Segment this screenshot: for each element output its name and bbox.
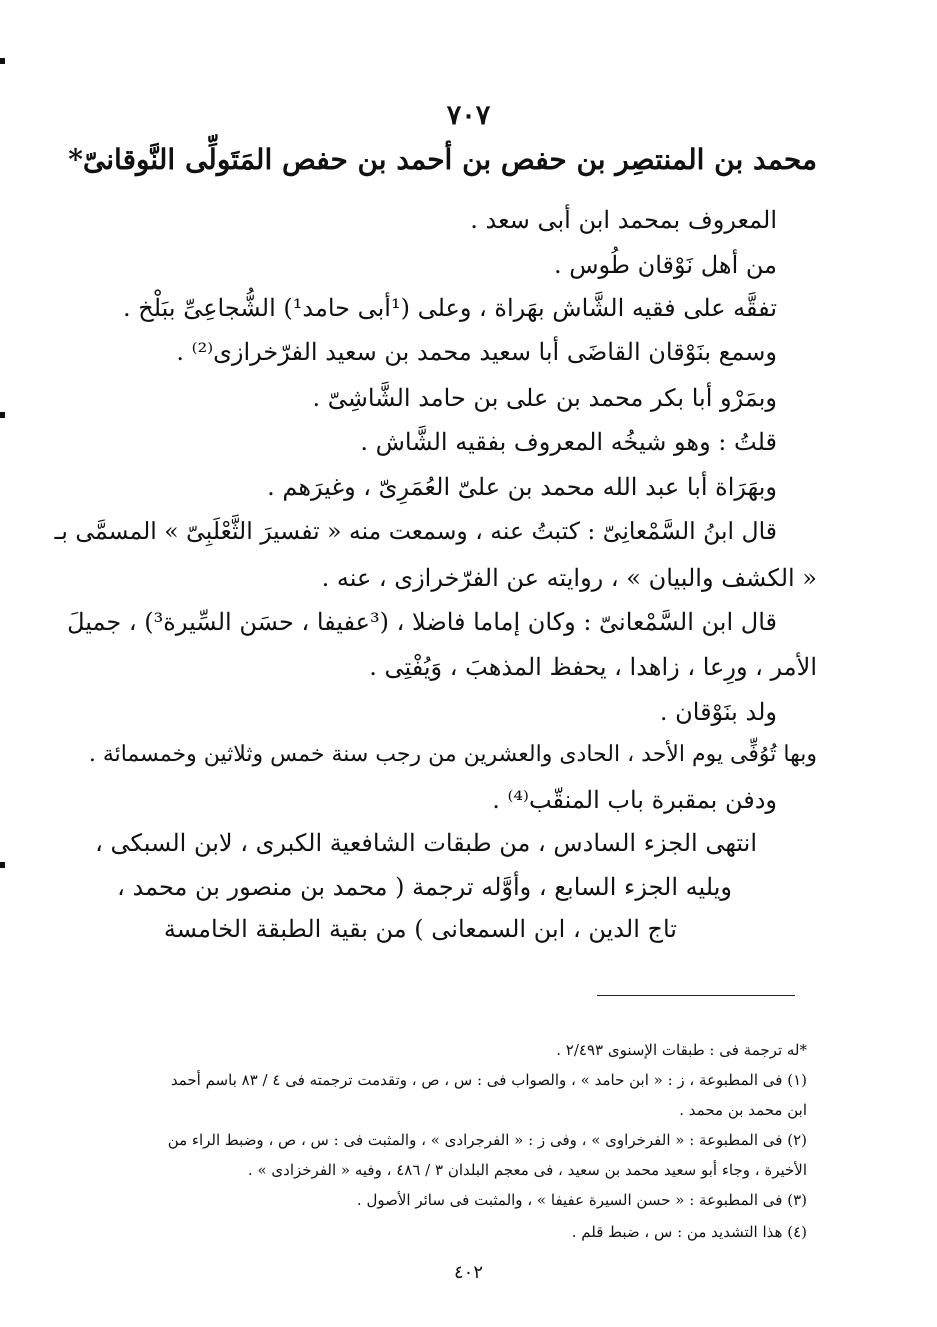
- body-line: من أهل نَوْقان طُوس .: [553, 251, 777, 279]
- body-line: قال ابنُ السَّمْعانِىّ : كتبتُ عنه ، وسمعت منه « تفسيرَ الثَّعْلَبِىّ » المسمَّى بـ: [54, 517, 777, 545]
- body-line: ودفن بمقبرة باب المنقّب⁽⁴⁾ .: [492, 786, 777, 814]
- footnote: (٣) فى المطبوعة : « حسن السيرة عفيفا » ، والمثبت فى سائر الأصول .: [356, 1191, 807, 1209]
- scan-edge-mark: [0, 862, 5, 868]
- volume-end-note: ويليه الجزء السابع ، وأوَّله ترجمة ( محمد بن منصور بن محمد ،: [117, 873, 732, 901]
- body-line: الأمر ، ورِعا ، زاهدا ، يحفظ المذهبَ ، وَيُفْتِى .: [369, 653, 817, 681]
- body-line: قال ابن السَّمْعانىّ : وكان إماما فاضلا ، (³عفيفا ، حسَن السِّيرة³) ، جميلَ: [67, 608, 777, 636]
- scan-edge-mark: [0, 412, 5, 418]
- body-line: تفقَّه على فقيه الشَّاش بهَراة ، وعلى (¹أبى حامد¹) الشُّجاعِىِّ ببَلْخ .: [122, 294, 777, 322]
- page-number: ٤٠٢: [453, 1262, 483, 1283]
- body-line: وبمَرْو أبا بكر محمد بن على بن حامد الشَّاشِىّ .: [312, 384, 777, 412]
- body-line: « الكشف والبيان » ، روايته عن الفرّخرازى ، عنه .: [321, 564, 817, 592]
- footnote: الأخيرة ، وجاء أبو سعيد محمد بن سعيد ، فى معجم البلدان ٣ / ٤٨٦ ، وفيه « الفرخزادى » .: [247, 1161, 807, 1179]
- body-line: ولد بنَوْقان .: [659, 698, 777, 726]
- body-line: وسمع بنَوْقان القاضَى أبا سعيد محمد بن سعيد الفرّخرازى⁽²⁾ .: [176, 338, 777, 366]
- volume-end-note: انتهى الجزء السادس ، من طبقات الشافعية الكبرى ، لابن السبكى ،: [95, 829, 757, 857]
- footnote: (٢) فى المطبوعة : « الفرخراوى » ، وفى ز : « الفرجرادى » ، والمثبت فى : س ، ص ، وضبط الراء من: [167, 1131, 807, 1149]
- body-line: المعروف بمحمد ابن أبى سعد .: [470, 206, 777, 234]
- footnote: ابن محمد بن محمد .: [679, 1101, 807, 1119]
- entry-title: محمد بن المنتصِر بن حفص بن أحمد بن حفص المَتَولِّى النَّوقانىّ*: [68, 143, 817, 176]
- volume-end-note: تاج الدين ، ابن السمعانى ) من بقية الطبقة الخامسة: [163, 915, 677, 943]
- entry-number: ٧٠٧: [446, 100, 491, 131]
- body-line: وبها تُوُفِّى يوم الأحد ، الحادى والعشرين من رجب سنة خمس وثلاثين وخمسمائة .: [88, 742, 817, 767]
- body-line: وبهَرَاة أبا عبد الله محمد بن علىّ العُمَرِىّ ، وغيرَهم .: [267, 473, 777, 501]
- footnote: (١) فى المطبوعة ، ز : « ابن حامد » ، والصواب فى : س ، ص ، وتقدمت ترجمته فى ٤ / ٨٣ باسم أحمد: [170, 1071, 807, 1089]
- footnote-separator: [597, 995, 795, 996]
- body-line: قلتُ : وهو شيخُه المعروف بفقيه الشَّاش .: [360, 428, 777, 456]
- footnote: *له ترجمة فى : طبقات الإسنوى ٢/٤٩٣ .: [556, 1041, 807, 1059]
- scan-edge-mark: [0, 58, 5, 64]
- footnote: (٤) هذا التشديد من : س ، ضبط قلم .: [571, 1223, 807, 1241]
